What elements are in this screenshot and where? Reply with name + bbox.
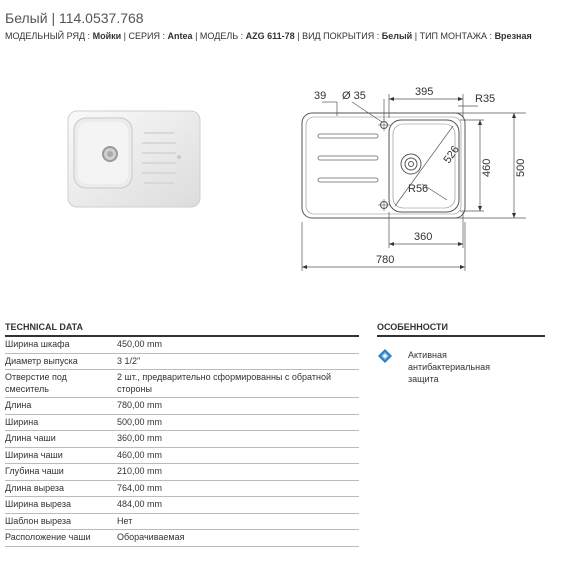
spec-value: 3 1/2"	[117, 353, 359, 370]
technical-data-section	[5, 320, 359, 547]
spec-label: Длина чаши	[5, 431, 117, 448]
dim-500: 500	[515, 158, 527, 177]
table-row	[5, 431, 359, 448]
dim-460: 460	[481, 158, 493, 177]
spec-value: 450,00 mm	[117, 337, 359, 353]
spec-value: 764,00 mm	[117, 480, 359, 497]
list-item	[377, 349, 545, 385]
spec-label: Глубина чаши	[5, 464, 117, 481]
spec-label: Расположение чаши	[5, 530, 117, 547]
spec-value: 2 шт., предварительно сформированны с обратной стороны	[117, 370, 359, 398]
technical-data-table	[5, 337, 359, 547]
series-value: Antea	[167, 31, 193, 41]
spec-label: Длина	[5, 398, 117, 415]
spec-label: Шаблон выреза	[5, 513, 117, 530]
table-row	[5, 480, 359, 497]
separator: |	[123, 31, 127, 41]
coating-value: Белый	[381, 31, 413, 41]
spec-label: Длина выреза	[5, 480, 117, 497]
dim-d35: Ø 35	[342, 90, 366, 102]
dim-395: 395	[415, 86, 434, 98]
table-row	[5, 513, 359, 530]
model-row-value: Мойки	[92, 31, 122, 41]
table-row	[5, 398, 359, 415]
model-value: AZG 611-78	[245, 31, 295, 41]
page-title: Белый | 114.0537.768	[5, 10, 144, 26]
separator: |	[297, 31, 300, 41]
table-row	[5, 530, 359, 547]
model-label: МОДЕЛЬ :	[199, 31, 244, 41]
product-photo	[66, 107, 202, 211]
spec-value: Нет	[117, 513, 359, 530]
separator: |	[414, 31, 418, 41]
table-row	[5, 370, 359, 398]
spec-value: 484,00 mm	[117, 497, 359, 514]
dim-526: 526	[441, 143, 462, 166]
dim-360: 360	[414, 231, 433, 243]
dim-r35: R35	[475, 93, 496, 105]
table-row	[5, 353, 359, 370]
table-row	[5, 337, 359, 353]
spec-label: Ширина шкафа	[5, 337, 117, 353]
dim-r56: R56	[408, 183, 429, 195]
spec-value: Оборачиваемая	[117, 530, 359, 547]
spec-value: 500,00 mm	[117, 414, 359, 431]
features-section	[377, 320, 545, 385]
spec-label: Отверстие под смеситель	[5, 370, 117, 398]
technical-drawing	[290, 82, 560, 272]
dim-39: 39	[314, 90, 327, 102]
spec-value: 460,00 mm	[117, 447, 359, 464]
model-row-label: МОДЕЛЬНЫЙ РЯД :	[5, 31, 91, 41]
coating-label: ВИД ПОКРЫТИЯ :	[302, 31, 380, 41]
spec-label: Диаметр выпуска	[5, 353, 117, 370]
spec-label: Ширина выреза	[5, 497, 117, 514]
series-label: СЕРИЯ :	[128, 31, 166, 41]
spec-value: 360,00 mm	[117, 431, 359, 448]
separator: |	[195, 31, 198, 41]
dim-780: 780	[376, 254, 395, 266]
spec-value: 210,00 mm	[117, 464, 359, 481]
mount-value: Врезная	[494, 31, 532, 41]
features-heading: ОСОБЕННОСТИ	[377, 320, 545, 337]
table-row	[5, 464, 359, 481]
table-row	[5, 447, 359, 464]
spec-label: Ширина чаши	[5, 447, 117, 464]
spec-label: Ширина	[5, 414, 117, 431]
mount-label: ТИП МОНТАЖА :	[419, 31, 493, 41]
spec-value: 780,00 mm	[117, 398, 359, 415]
technical-data-heading: TECHNICAL DATA	[5, 320, 359, 337]
table-row	[5, 414, 359, 431]
table-row	[5, 497, 359, 514]
antibacterial-icon	[378, 349, 392, 363]
product-attributes	[5, 31, 532, 41]
feature-label: Активная антибактериальная защита	[408, 350, 490, 384]
